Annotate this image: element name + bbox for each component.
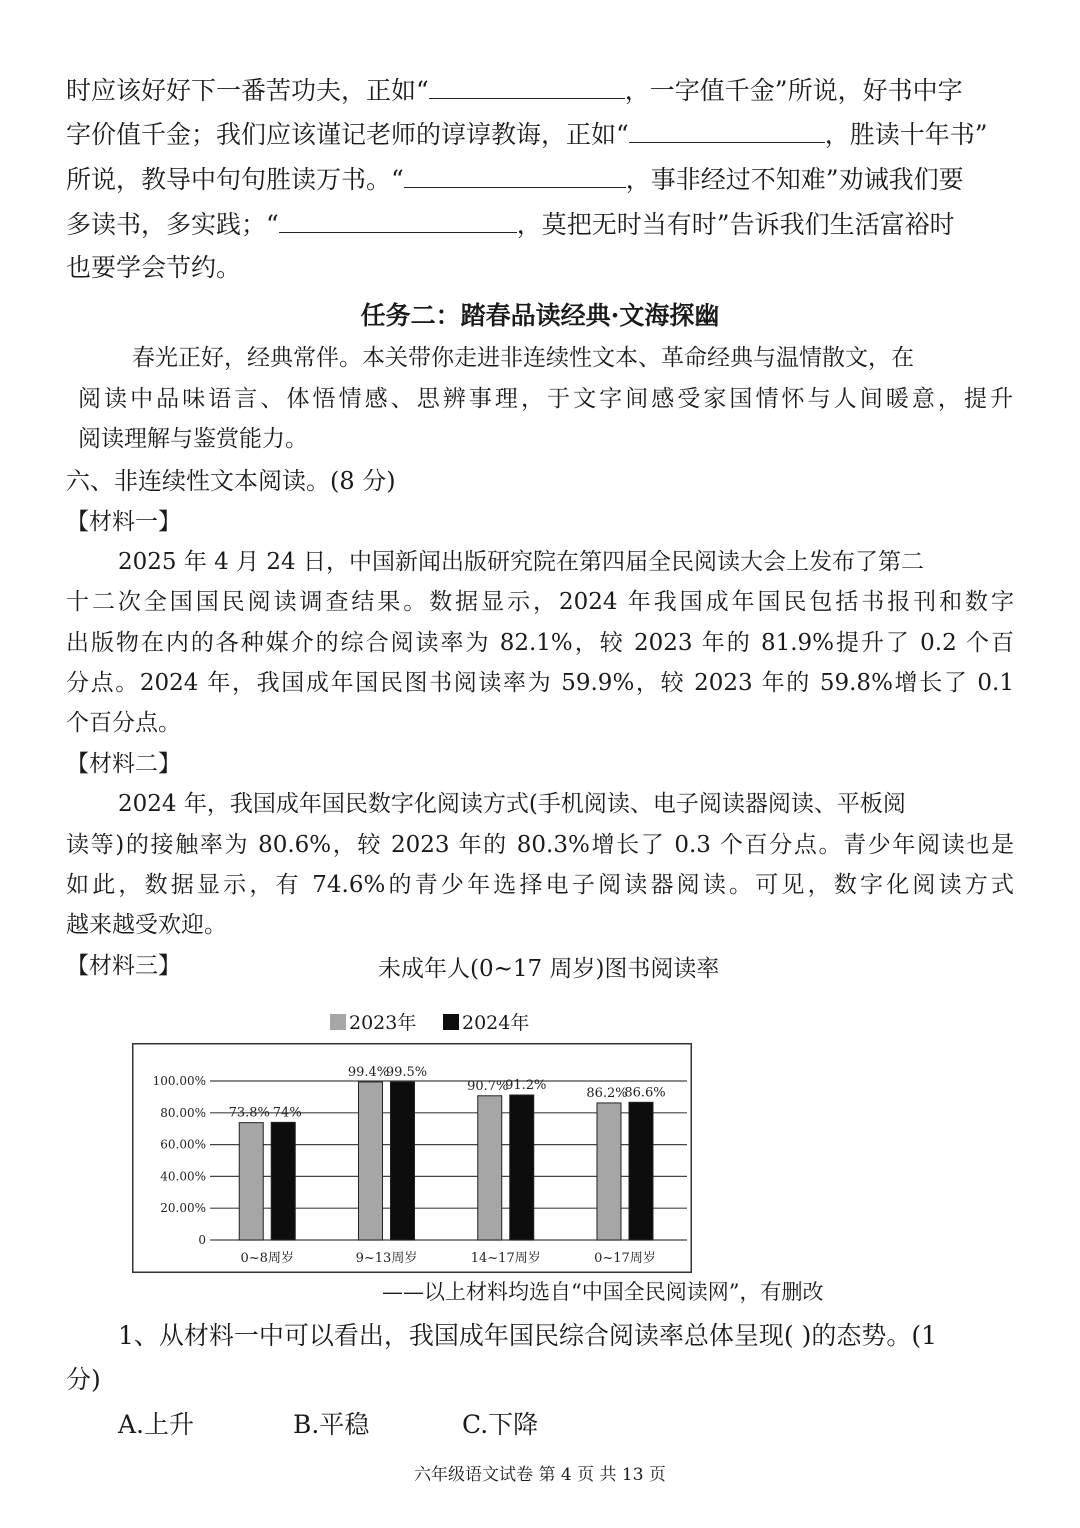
bar-2024年-14~17周岁 [510,1095,534,1240]
fill-line-1 [66,74,963,107]
material1-line-5: 个百分点。 [66,710,181,736]
material-text: 读等)的接触率为 80.6%，较 2023 年的 80.3%增长了 0.3 个百分点。青少年阅读也是 [66,832,1014,858]
material1-line-3 [66,627,1014,659]
bar-2023年-14~17周岁 [478,1096,502,1240]
fill-text: 时应该好好下一番苦功夫，正如“ [66,76,429,105]
data-label: 86.6% [624,1085,666,1101]
fill-text: ，事非经过不知难”劝诫我们要 [625,165,964,194]
fill-line-3 [66,163,964,196]
option-b[interactable]: B.平稳 [293,1410,370,1439]
bar-chart [132,1043,692,1273]
legend-swatch-2024 [443,1014,459,1030]
task-title: 任务二：踏春品读经典·文海探幽 [360,301,720,330]
data-label: 86.2% [586,1085,628,1101]
intro-line-2 [78,383,1013,415]
answer-blank-1[interactable] [429,74,625,99]
y-tick-label: 100.00% [152,1074,206,1088]
data-label: 99.5% [385,1064,428,1080]
section-heading: 六、非连续性文本阅读。(8 分) [66,467,396,495]
legend-item-2023 [330,1008,416,1035]
intro-text: 阅读中品味语言、体悟情感、思辨事理，于文字间感受家国情怀与人间暖意，提升 [78,386,1013,412]
question-1-text: 1、从材料一中可以看出，我国成年国民综合阅读率总体呈现( )的态势。(1 [118,1321,938,1350]
material2-line-3 [66,869,1014,901]
bar-2023年-0~8周岁 [239,1123,263,1240]
source-note: ——以上材料均选自“中国全民阅读网”，有删改 [382,1280,824,1304]
page-footer: 六年级语文试卷 第 4 页 共 13 页 [414,1465,666,1485]
x-tick-label: 0~17周岁 [594,1251,656,1266]
question-1-text-cont: 分) [66,1365,101,1394]
y-tick-label: 60.00% [160,1137,206,1152]
answer-blank-2[interactable] [629,118,825,143]
material1-line-1: 2025 年 4 月 24 日，中国新闻出版研究院在第四届全民阅读大会上发布了第二 [118,549,924,575]
material3-label: 【材料三】 [66,953,181,979]
legend-label: 2024年 [462,1012,530,1034]
answer-blank-4[interactable] [279,208,517,233]
data-label: 99.4% [347,1064,390,1080]
legend-swatch-2023 [330,1014,346,1030]
data-label: 91.2% [505,1077,547,1093]
answer-blank-3[interactable] [404,163,626,188]
material1-line-2 [66,586,1014,618]
fill-text: 所说，教导中句句胜读万书。“ [66,165,404,194]
material1-line-4 [66,667,1014,699]
fill-line-4 [66,208,955,241]
material2-line-1: 2024 年，我国成年国民数字化阅读方式(手机阅读、电子阅读器阅读、平板阅 [118,791,906,817]
material1-label: 【材料一】 [66,509,181,535]
x-tick-label: 14~17周岁 [470,1251,541,1266]
intro-line-3: 阅读理解与鉴赏能力。 [78,426,308,452]
y-tick-label: 80.00% [160,1105,206,1120]
x-tick-label: 0~8周岁 [240,1251,294,1266]
material-text: 十二次全国国民阅读调查结果。数据显示，2024 年我国成年国民包括书报刊和数字 [66,589,1014,615]
material2-line-4: 越来越受欢迎。 [66,912,227,938]
fill-text: 字价值千金；我们应该谨记老师的谆谆教诲，正如“ [66,120,629,149]
data-label: 90.7% [467,1078,509,1094]
chart-title: 未成年人(0~17 周岁)图书阅读率 [378,956,720,982]
bar-2024年-0~17周岁 [629,1102,653,1240]
y-tick-label: 0 [198,1233,206,1247]
fill-text: 多读书，多实践；“ [66,210,279,239]
fill-text: ，一字值千金”所说，好书中字 [624,76,963,105]
material-text: 如此，数据显示，有 74.6%的青少年选择电子阅读器阅读。可见，数字化阅读方式 [66,872,1014,898]
fill-text: ，胜读十年书” [824,120,988,149]
fill-text: ，莫把无时当有时”告诉我们生活富裕时 [516,210,955,239]
x-tick-label: 9~13周岁 [355,1251,418,1266]
fill-line-2 [66,118,988,151]
legend-item-2024 [443,1008,529,1035]
material2-line-2 [66,829,1014,861]
y-tick-label: 40.00% [160,1169,206,1184]
legend-label: 2023年 [349,1012,417,1034]
option-c[interactable]: C.下降 [462,1410,539,1439]
option-a[interactable]: A.上升 [118,1410,195,1439]
material2-label: 【材料二】 [66,751,181,777]
bar-2024年-9~13周岁 [390,1082,414,1240]
data-label: 74% [272,1105,302,1121]
fill-line-5: 也要学会节约。 [66,253,242,282]
y-tick-label: 20.00% [160,1201,206,1216]
data-label: 73.8% [228,1105,270,1121]
intro-text: 春光正好，经典常伴。本关带你走进非连续性文本、革命经典与温情散文，在 [132,345,914,371]
intro-line-1 [132,342,914,374]
bar-2024年-0~8周岁 [271,1122,295,1240]
bar-2023年-9~13周岁 [358,1082,382,1240]
material-text: 出版物在内的各种媒介的综合阅读率为 82.1%，较 2023 年的 81.9%提升了 0.2 个百 [66,630,1014,656]
material-text: 分点。2024 年，我国成年国民图书阅读率为 59.9%，较 2023 年的 59.8%增长了 0.1 [66,670,1014,696]
bar-2023年-0~17周岁 [597,1103,621,1240]
